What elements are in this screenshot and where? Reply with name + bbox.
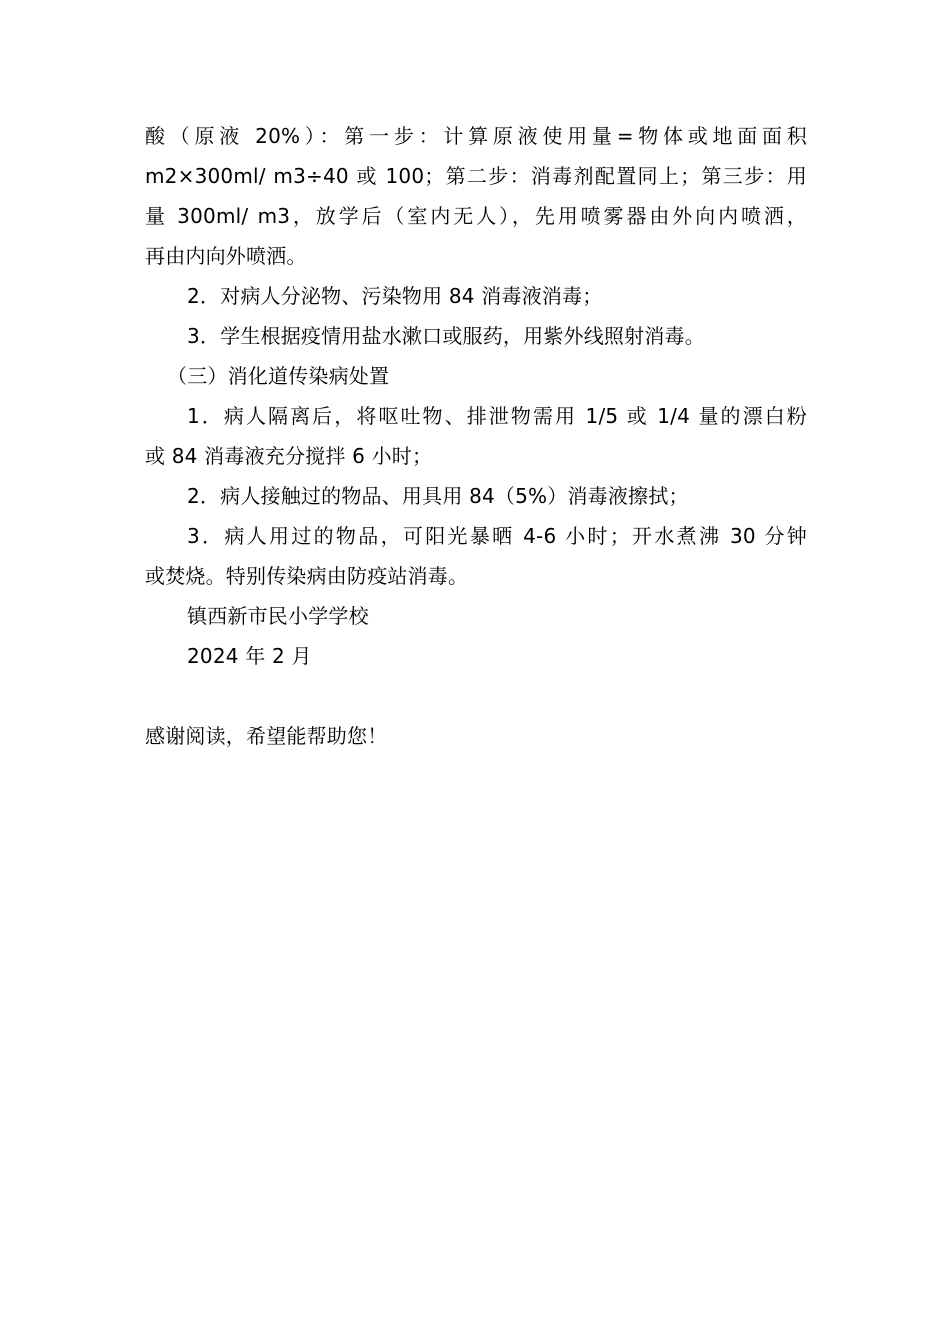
paragraph-line: 再由内向外喷洒。 xyxy=(145,244,307,268)
paragraph-line: 量 300ml/ m3，放学后（室内无人），先用喷雾器由外向内喷洒， xyxy=(145,204,807,228)
list-item: 2．对病人分泌物、污染物用 84 消毒液消毒； xyxy=(187,284,603,308)
closing-text: 感谢阅读，希望能帮助您！ xyxy=(145,724,388,748)
section-heading: （三）消化道传染病处置 xyxy=(167,364,390,388)
signature-organization: 镇西新市民小学学校 xyxy=(187,604,369,628)
paragraph-line: 酸（原液 20%）：第一步：计算原液使用量=物体或地面面积 xyxy=(145,124,807,148)
list-item: 2．病人接触过的物品、用具用 84（5%）消毒液擦拭； xyxy=(187,484,689,508)
paragraph-line: m2×300ml/ m3÷40 或 100；第二步：消毒剂配置同上；第三步：用 xyxy=(145,164,807,188)
list-item-continuation: 或焚烧。特别传染病由防疫站消毒。 xyxy=(145,564,469,588)
signature-date: 2024 年 2 月 xyxy=(187,644,312,668)
list-item: 3．病人用过的物品，可阳光暴晒 4-6 小时；开水煮沸 30 分钟 xyxy=(187,524,807,548)
spacer xyxy=(145,676,807,716)
list-item: 1．病人隔离后，将呕吐物、排泄物需用 1/5 或 1/4 量的漂白粉 xyxy=(187,404,807,428)
document-body xyxy=(145,116,807,756)
list-item-continuation: 或 84 消毒液充分搅拌 6 小时； xyxy=(145,444,433,468)
list-item: 3．学生根据疫情用盐水漱口或服药，用紫外线照射消毒。 xyxy=(187,324,705,348)
